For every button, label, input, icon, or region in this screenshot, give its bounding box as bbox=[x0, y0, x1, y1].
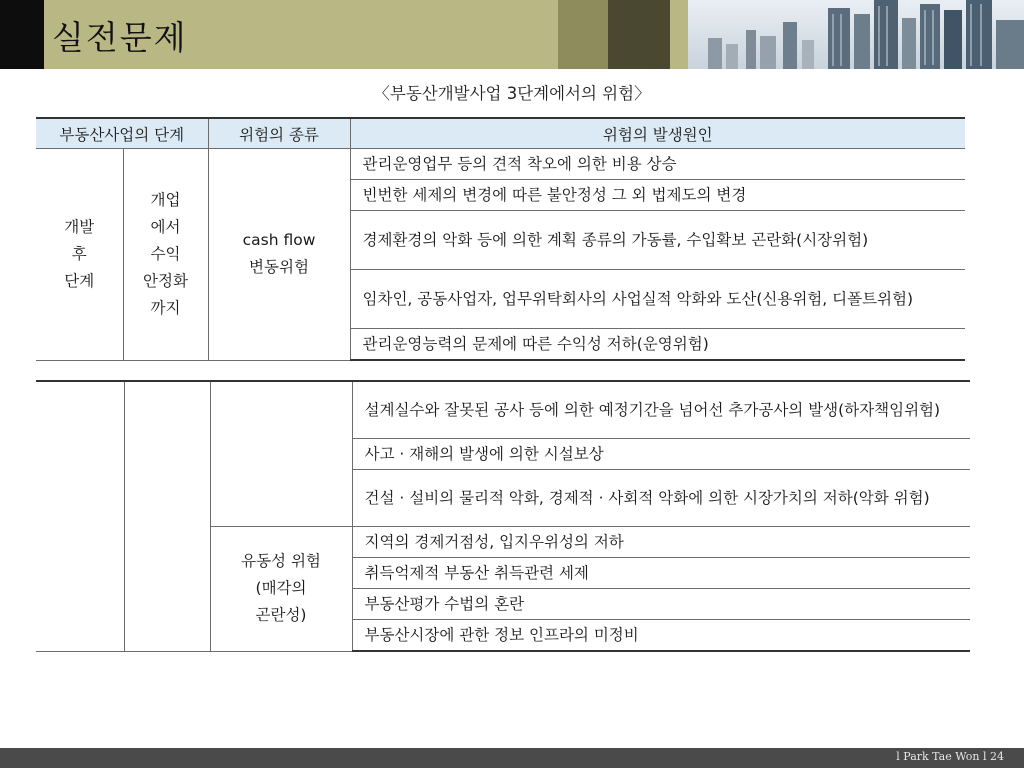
risk-cause: 설계실수와 잘못된 공사 등에 의한 예정기간을 넘어선 추가공사의 발생(하자책임위험) bbox=[352, 381, 970, 439]
risk-cause: 취득억제적 부동산 취득관련 세제 bbox=[352, 558, 970, 589]
risk-cause: 경제환경의 악화 등에 의한 계획 종류의 가동률, 수입확보 곤란화(시장위험) bbox=[350, 211, 965, 270]
risk-cause: 사고 · 재해의 발생에 의한 시설보상 bbox=[352, 439, 970, 470]
risk-cause: 지역의 경제거점성, 입지우위성의 저하 bbox=[352, 527, 970, 558]
risk-cause: 부동산시장에 관한 정보 인프라의 미정비 bbox=[352, 620, 970, 652]
footer-author-page: l Park Tae Won l 24 bbox=[896, 750, 1004, 763]
liquidity-risk-cell: 유동성 위험 (매각의 곤란성) bbox=[210, 527, 352, 652]
footer-bar bbox=[0, 748, 1024, 768]
header-olive-strip bbox=[670, 0, 688, 69]
header-black-block bbox=[0, 0, 44, 69]
slide-title: 실전문제 bbox=[52, 18, 188, 57]
risk-type-cell-empty bbox=[210, 381, 352, 527]
header-dark-block bbox=[608, 0, 670, 69]
stage-cell-empty bbox=[36, 381, 124, 651]
table-row bbox=[36, 149, 965, 180]
risk-cause: 건설 · 설비의 물리적 악화, 경제적 · 사회적 악화에 의한 시장가치의 저하(악화 위험) bbox=[352, 470, 970, 527]
header-stage: 부동산사업의 단계 bbox=[36, 118, 208, 149]
risk-cause: 부동산평가 수법의 혼란 bbox=[352, 589, 970, 620]
city-skyline-image bbox=[688, 0, 1024, 69]
risk-cause: 관리운영능력의 문제에 따른 수익성 저하(운영위험) bbox=[350, 329, 965, 361]
risk-cause: 빈번한 세제의 변경에 따른 불안정성 그 외 법제도의 변경 bbox=[350, 180, 965, 211]
substage-cell-empty bbox=[124, 381, 210, 651]
risk-cause: 관리운영업무 등의 견적 착오에 의한 비용 상승 bbox=[350, 149, 965, 180]
table-caption: 〈부동산개발사업 3단계에서의 위험〉 bbox=[373, 84, 651, 103]
header-risk-type: 위험의 종류 bbox=[208, 118, 350, 149]
risk-table-lower bbox=[36, 380, 970, 652]
substage-cell: 개업 에서 수익 안정화 까지 bbox=[123, 149, 208, 361]
risk-type-cell: cash flow 변동위험 bbox=[208, 149, 350, 361]
risk-cause: 임차인, 공동사업자, 업무위탁회사의 사업실적 악화와 도산(신용위험, 디폴트위험) bbox=[350, 270, 965, 329]
table-header-row bbox=[36, 118, 965, 149]
stage-cell: 개발 후 단계 bbox=[36, 149, 123, 361]
risk-table-upper bbox=[36, 117, 965, 361]
header-risk-cause: 위험의 발생원인 bbox=[350, 118, 965, 149]
header-olive-block bbox=[558, 0, 608, 69]
table-row bbox=[36, 381, 970, 439]
